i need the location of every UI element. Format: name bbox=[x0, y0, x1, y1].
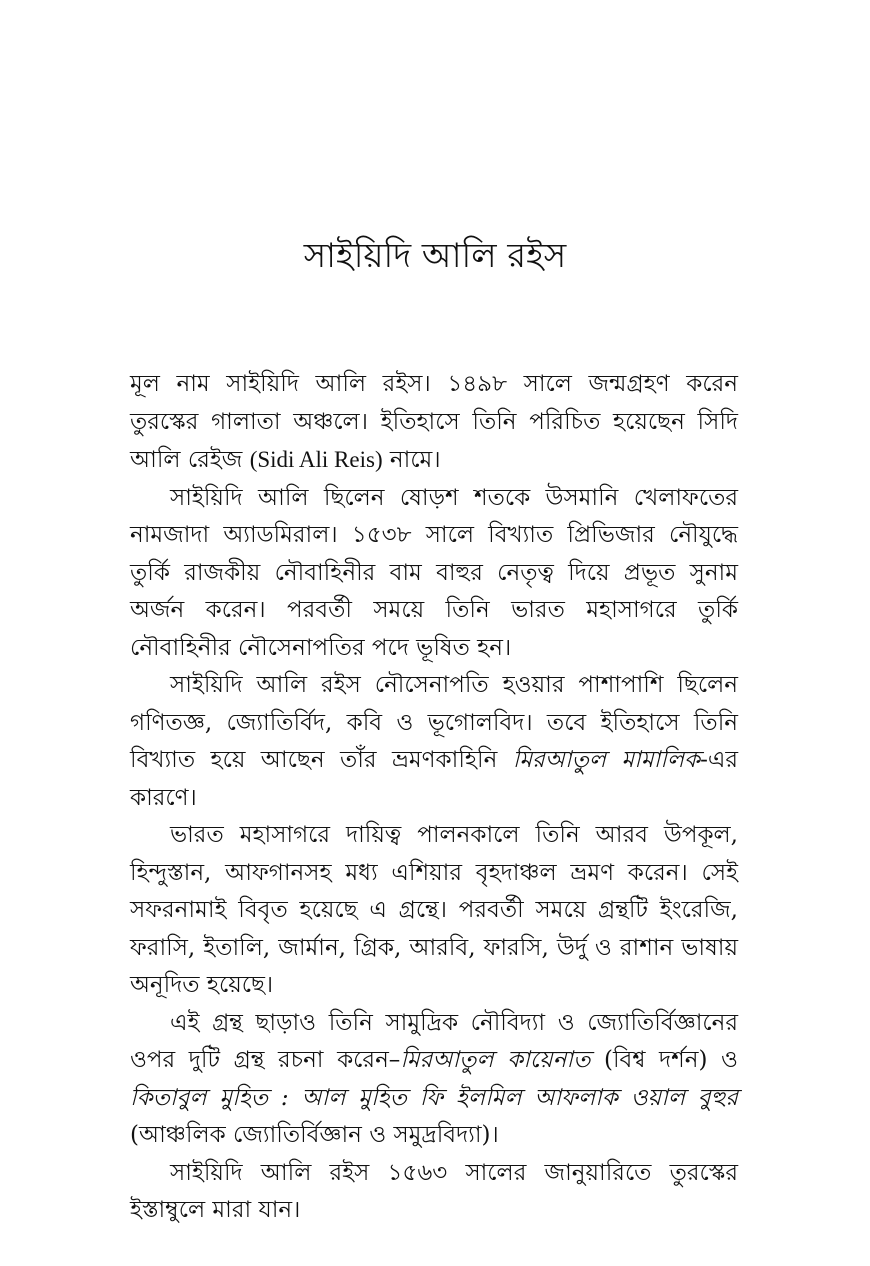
paragraph-1-text-a: মূল নাম সাইয়িদি আলি রইস। ১৪৯৮ সালে জন্মগ্রহণ করেন তুরস্কের গালাতা অঞ্চলে। ইতিহাসে তিনি পরিচিত হয়েছেন সিদি আলি রেইজ bbox=[130, 371, 738, 473]
paragraph-5-book-title-1: মিরআতুল কায়েনাত bbox=[400, 1047, 591, 1073]
paragraph-1-latin-name: (Sidi Ali Reis) bbox=[249, 447, 383, 472]
paragraph-3-text-a: সাইয়িদি আলি রইস নৌসেনাপতি হওয়ার পাশাপাশি ছিলেন গণিতজ্ঞ, জ্যোতির্বিদ, কবি ও ভূগোলবিদ। তবে ইতিহাসে তিনি বিখ্যাত হয়ে আছেন তাঁর ভ্রমণকাহিনি bbox=[130, 672, 738, 773]
paragraph-3-text-c: -এর কারণে। bbox=[130, 747, 739, 811]
paragraph-6-text: সাইয়িদি আলি রইস ১৫৬৩ সালের জানুয়ারিতে তুরস্কের ইস্তাম্বুলে মারা যান। bbox=[130, 1159, 738, 1223]
paragraph-5-text-c: (বিশ্ব দর্শন) ও bbox=[590, 1047, 738, 1073]
chapter-title: সাইয়িদি আলি রইস bbox=[303, 236, 567, 276]
paragraph-3-book-title: মিরআতুল মামালিক bbox=[512, 747, 701, 773]
paragraph-6 bbox=[130, 1155, 738, 1230]
paragraph-5 bbox=[130, 1005, 738, 1155]
paragraph-1-text-c: নামে। bbox=[382, 447, 441, 473]
chapter-body bbox=[130, 366, 738, 1230]
paragraph-2-text: সাইয়িদি আলি ছিলেন ষোড়শ শতকে উসমানি খেলাফতের নামজাদা অ্যাডমিরাল। ১৫৩৮ সালে বিখ্যাত প্রিভিজার নৌযুদ্ধে তুর্কি রাজকীয় নৌবাহিনীর বাম বাহুর নেতৃত্ব দিয়ে প্রভূত সুনাম অর্জন করেন। পরবর্তী সময়ে তিনি ভারত মহাসাগরে তুর্কি নৌবাহিনীর নৌসেনাপতির পদে ভূষিত হন। bbox=[130, 484, 738, 661]
paragraph-5-text-a: এই গ্রন্থ ছাড়াও তিনি সামুদ্রিক নৌবিদ্যা ও জ্যোতির্বিজ্ঞানের ওপর দুটি গ্রন্থ রচনা করেন– bbox=[130, 1009, 738, 1073]
paragraph-2 bbox=[130, 480, 738, 668]
paragraph-5-text-e: (আঞ্চলিক জ্যোতির্বিজ্ঞান ও সমুদ্রবিদ্যা)। bbox=[130, 1122, 499, 1148]
paragraph-1 bbox=[130, 366, 738, 480]
paragraph-3 bbox=[130, 667, 738, 817]
paragraph-4 bbox=[130, 817, 738, 1005]
paragraph-5-book-title-2: কিতাবুল মুহিত : আল মুহিত ফি ইলমিল আফলাক ওয়াল বুহুর bbox=[130, 1084, 738, 1111]
paragraph-4-text: ভারত মহাসাগরে দায়িত্ব পালনকালে তিনি আরব উপকূল, হিন্দুস্তান, আফগানসহ মধ্য এশিয়ার বৃহদাঞ্চল ভ্রমণ করেন। সেই সফরনামাই বিবৃত হয়েছে এ গ্রন্থে। পরবর্তী সময়ে গ্রন্থটি ইংরেজি, ফরাসি, ইতালি, জার্মান, গ্রিক, আরবি, ফারসি, উর্দু ও রাশান ভাষায় অনূদিত হয়েছে। bbox=[130, 822, 738, 998]
